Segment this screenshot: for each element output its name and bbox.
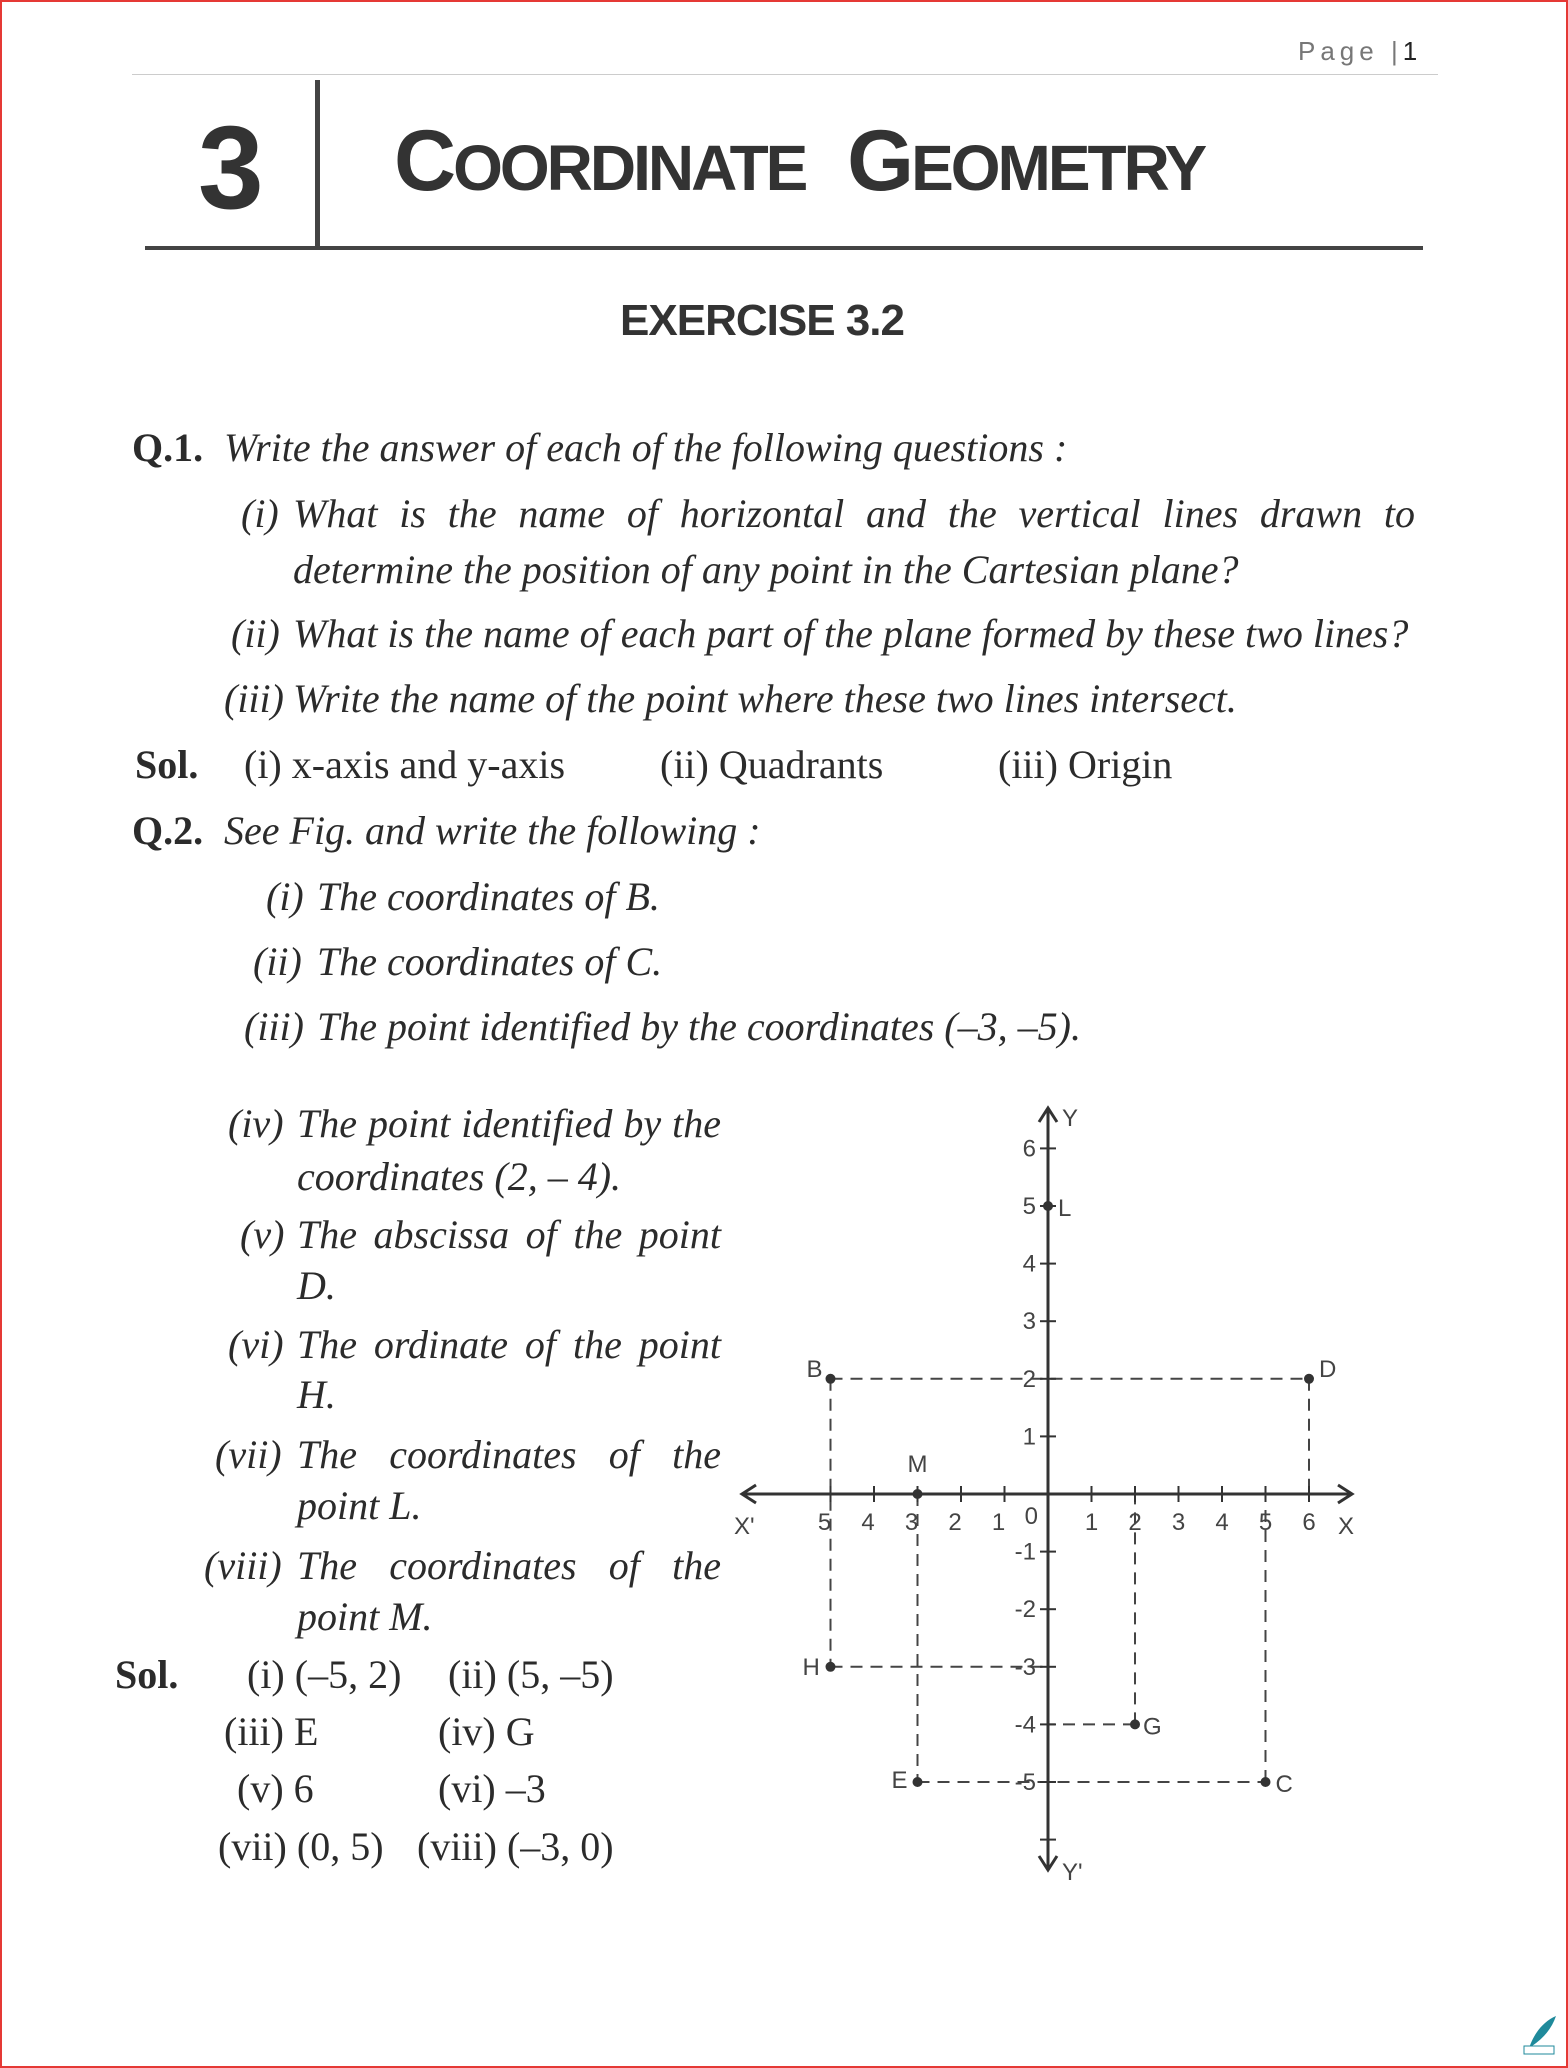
sol2-answer: (viii) (–3, 0): [417, 1824, 614, 1869]
x-axis-label: X: [1338, 1513, 1355, 1540]
point-label-L: L: [1058, 1195, 1072, 1222]
x-tick-label: 5: [1258, 1509, 1273, 1536]
publisher-logo-icon: [1522, 2012, 1558, 2056]
q2-part-num: (ii): [253, 939, 302, 984]
q2-part-num: (iii): [244, 1004, 304, 1049]
point-H: [826, 1662, 836, 1672]
point-B: [826, 1374, 836, 1384]
x-tick-label: 2: [1128, 1509, 1142, 1536]
x-tick-label: 4: [1215, 1509, 1229, 1536]
q2-label: Q.2.: [132, 808, 204, 853]
point-D: [1304, 1374, 1314, 1384]
sol1-label: Sol.: [135, 742, 199, 787]
q1-part-text: determine the position of any point in the Cartesian plane?: [293, 547, 1239, 592]
y-tick-label: 5: [1022, 1193, 1036, 1220]
point-label-H: H: [802, 1653, 820, 1681]
q2-text: See Fig. and write the following :: [224, 808, 761, 853]
point-label-E: E: [891, 1767, 908, 1794]
q2-part-text: point L.: [297, 1483, 422, 1528]
sol2-answer: (vi) –3: [438, 1766, 546, 1811]
x-tick-label: 6: [1302, 1509, 1316, 1536]
y-tick-label: 4: [1022, 1250, 1036, 1278]
x-tick-label: 5: [817, 1509, 832, 1536]
x-tick-label: 1: [991, 1509, 1006, 1536]
page-number: Page |1: [1298, 36, 1418, 66]
y-neg-axis-label: Y': [1062, 1859, 1083, 1886]
point-M: [913, 1489, 923, 1499]
x-tick-label: 4: [861, 1509, 875, 1536]
sol2-answer: (iii) E: [224, 1709, 319, 1754]
q1-part-text: Write the name of the point where these two lines intersect.: [293, 676, 1237, 721]
y-tick-label: 3: [1022, 1308, 1036, 1336]
q2-part-text: point M.: [297, 1594, 433, 1639]
y-tick-label: -4: [1014, 1711, 1036, 1739]
q2-part-text: The abscissa of the point: [297, 1212, 721, 1257]
exercise-heading: EXERCISE 3.2: [620, 296, 904, 345]
point-L: [1043, 1201, 1053, 1211]
point-label-B: B: [806, 1355, 823, 1383]
q2-part-text: The coordinates of the: [297, 1543, 721, 1588]
chapter-number: 3: [198, 102, 264, 234]
point-label-G: G: [1143, 1713, 1162, 1741]
y-tick-label: -1: [1014, 1538, 1036, 1566]
q2-part-text: The coordinates of the: [297, 1432, 721, 1477]
q2-part-text: coordinates (2, – 4).: [297, 1154, 622, 1199]
q2-part-num: (v): [240, 1212, 285, 1257]
origin-label: 0: [1024, 1503, 1038, 1530]
q2-part-text: H.: [297, 1372, 336, 1417]
sol2-label: Sol.: [115, 1652, 179, 1697]
q2-part-text: The coordinates of C.: [317, 939, 663, 984]
q1-part-num: (ii): [231, 611, 280, 656]
q2-part-text: The coordinates of B.: [317, 874, 660, 919]
q1-part-text: What is the name of each part of the plane formed by these two lines?: [293, 611, 1409, 656]
sol1-answer: (iii) Origin: [998, 742, 1173, 787]
q2-part-num: (vi): [228, 1322, 284, 1367]
q2-part-text: The point identified by the coordinates (–3, –5).: [317, 1004, 1081, 1049]
y-tick-label: -3: [1014, 1653, 1036, 1681]
x-tick-label: 3: [904, 1509, 919, 1536]
q2-part-num: (i): [266, 874, 304, 919]
q1-part-num: (i): [241, 491, 279, 536]
y-tick-label: 1: [1022, 1423, 1036, 1451]
sol1-answer: (ii) Quadrants: [660, 742, 884, 787]
q2-part-text: The point identified by the: [297, 1101, 721, 1146]
sol2-answer: (i) (–5, 2): [247, 1652, 402, 1697]
point-label-M: M: [907, 1451, 928, 1478]
point-label-D: D: [1319, 1355, 1337, 1383]
sol2-answer: (iv) G: [438, 1709, 535, 1754]
q1-part-text: What is the name of horizontal and the vertical lines drawn to: [293, 491, 1415, 536]
sol1-answer: (i) x-axis and y-axis: [244, 742, 566, 787]
x-tick-label: 2: [948, 1509, 962, 1536]
point-C: [1261, 1777, 1271, 1787]
q2-part-num: (vii): [215, 1432, 282, 1477]
point-label-C: C: [1275, 1771, 1293, 1798]
y-tick-label: 6: [1022, 1135, 1036, 1163]
q1-label: Q.1.: [132, 425, 204, 470]
sol2-answer: (vii) (0, 5): [218, 1824, 384, 1869]
y-tick-label: -2: [1014, 1596, 1036, 1624]
y-tick-label: 2: [1022, 1365, 1036, 1393]
q2-part-text: D.: [297, 1263, 336, 1308]
sol2-answer: (ii) (5, –5): [448, 1652, 614, 1697]
q1-part-num: (iii): [224, 676, 284, 721]
sol2-answer: (v) 6: [237, 1766, 314, 1811]
q2-part-text: The ordinate of the point: [297, 1322, 721, 1367]
q2-part-num: (viii): [204, 1543, 282, 1588]
q2-part-num: (iv): [228, 1101, 284, 1146]
y-tick-label: -5: [1014, 1769, 1036, 1796]
x-tick-label: 3: [1171, 1509, 1186, 1536]
point-E: [913, 1777, 923, 1787]
q1-text: Write the answer of each of the following questions :: [224, 425, 1068, 470]
x-tick-label: 1: [1084, 1509, 1099, 1536]
y-axis-label: Y: [1062, 1105, 1079, 1132]
point-G: [1130, 1719, 1140, 1729]
chapter-title: COORDINATE GEOMETRY: [394, 113, 1205, 209]
x-neg-axis-label: X': [734, 1513, 755, 1540]
